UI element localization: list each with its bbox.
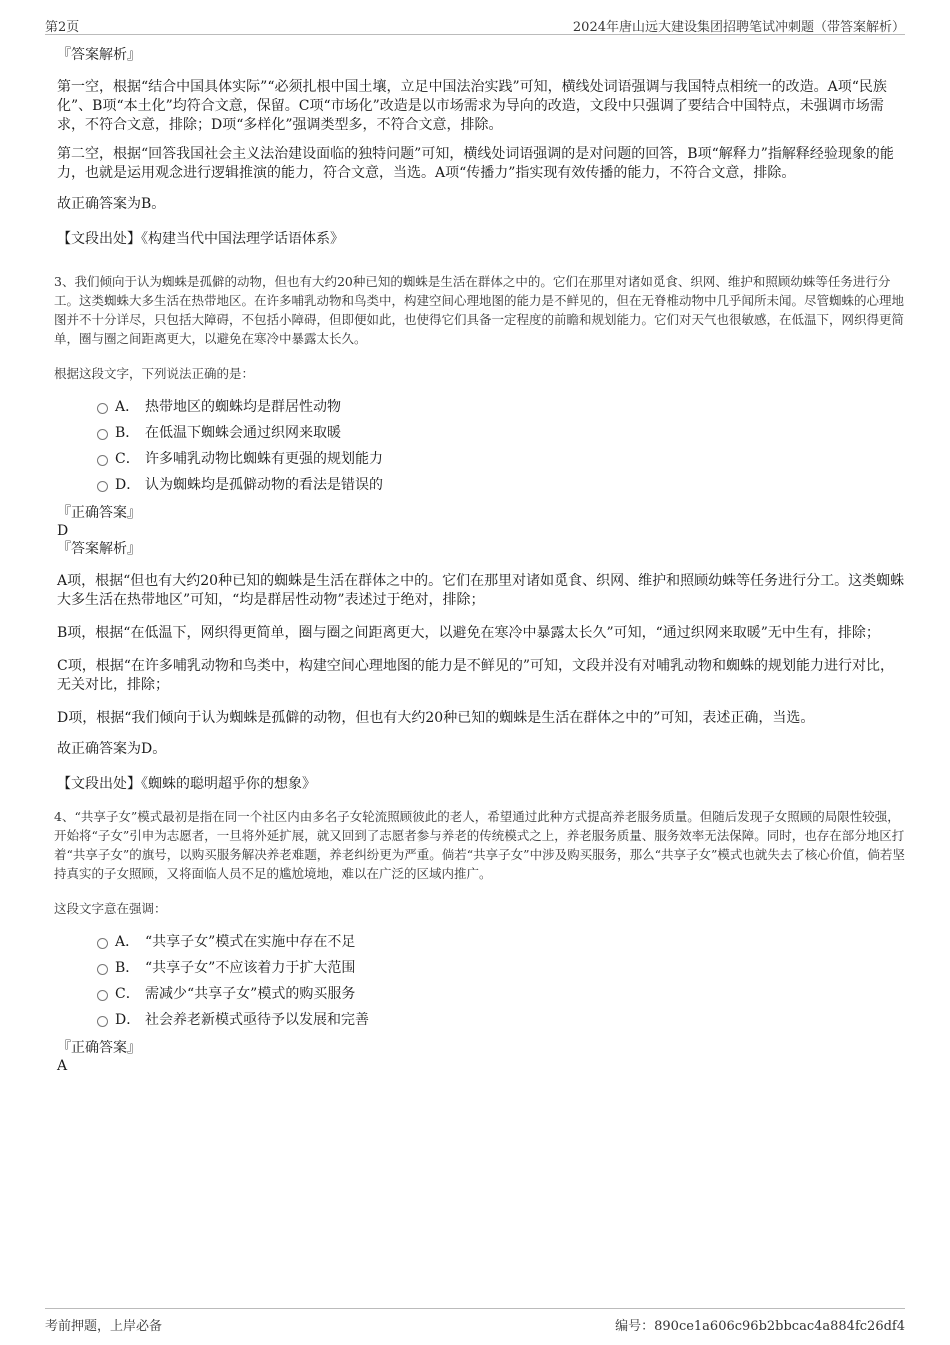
question-4-options — [97, 929, 905, 1033]
question-3-option-a[interactable]: A． 热带地区的蜘蛛均是群居性动物 — [97, 394, 905, 420]
radio-icon[interactable] — [97, 481, 108, 492]
page-footer — [45, 1308, 905, 1334]
analysis-paragraph: A项，根据“但也有大约20种已知的蜘蛛是生活在群体之中的。它们在那里对诸如觅食、织网、维护和照顾幼蛛等任务进行分工。这类蜘蛛大多生活在热带地区”可知，“均是群居性动物”表述过于绝对，排除； — [57, 573, 905, 608]
page-content — [54, 46, 905, 1075]
question-3-option-c[interactable]: C． 许多哺乳动物比蜘蛛有更强的规划能力 — [97, 446, 905, 472]
question-3-option-b[interactable]: B． 在低温下蜘蛛会通过织网来取暖 — [97, 420, 905, 446]
radio-icon[interactable] — [97, 403, 108, 414]
correct-answer-label: 『正确答案』 — [57, 505, 141, 521]
analysis-paragraph: B项，根据“在低温下，网织得更简单，圈与圈之间距离更大，以避免在寒冷中暴露太长久”可知，“通过织网来取暖”无中生有，排除； — [57, 625, 880, 641]
question-4-option-c[interactable]: C． 需减少“共享子女”模式的购买服务 — [97, 981, 905, 1007]
analysis-paragraph: C项，根据“在许多哺乳动物和鸟类中，构建空间心理地图的能力是不鲜见的”可知，文段并没有对哺乳动物和蜘蛛的规划能力进行对比，无关对比，排除； — [57, 658, 895, 693]
radio-icon[interactable] — [97, 990, 108, 1001]
document-title: 2024年唐山远大建设集团招聘笔试冲刺题（带答案解析） — [572, 20, 905, 35]
passage-source: 【文段出处】《构建当代中国法理学话语体系》 — [57, 231, 344, 247]
page-header — [45, 14, 905, 35]
radio-icon[interactable] — [97, 964, 108, 975]
correct-answer: D — [57, 523, 69, 539]
footer-slogan: 考前押题，上岸必备 — [45, 1319, 163, 1334]
passage-source: 【文段出处】《蜘蛛的聪明超乎你的想象》 — [57, 776, 316, 792]
question-4-stem: 4、“共享子女”模式最初是指在同一个社区内由多名子女轮流照顾彼此的老人，希望通过此种方式提高养老服务质量。但随后发现子女照顾的局限性较强，开始将“子女”引申为志愿者，一旦将外延扩展，就又回到了志愿者参与养老的传统模式之上，养老服务质量、服务效率无法保障。同时，也存在部分地区打着“共享子女”的旗号，以购买服务解决养老难题，养老纠纷更为严重。倘若“共享子女”中涉及购买服务，那么“共享子女”模式也就失去了核心价值，倘若坚持真实的子女照顾，又将面临人员不足的尴尬境地，难以在广泛的区域内推广。 — [54, 809, 905, 881]
page-number: 第2页 — [45, 20, 80, 35]
question-3-stem: 3、我们倾向于认为蜘蛛是孤僻的动物，但也有大约20种已知的蜘蛛是生活在群体之中的。它们在那里对诸如觅食、织网、维护和照顾幼蛛等任务进行分工。这类蜘蛛大多生活在热带地区。在许多哺乳动物和鸟类中，构建空间心理地图的能力是不鲜见的，但在无脊椎动物中几乎闻所未闻。尽管蜘蛛的心理地图并不十分详尽，只包括大障碍，不包括小障碍，但即便如此，也使得它们具备一定程度的前瞻和规划能力。它们对天气也很敏感，在低温下，网织得更简单，圈与圈之间距离更大，以避免在寒冷中暴露太长久。 — [54, 274, 905, 346]
radio-icon[interactable] — [97, 1016, 108, 1027]
question-4-prompt: 这段文字意在强调： — [54, 901, 167, 916]
analysis-conclusion: 故正确答案为B。 — [57, 196, 166, 212]
analysis-paragraph: D项，根据“我们倾向于认为蜘蛛是孤僻的动物，但也有大约20种已知的蜘蛛是生活在群体之中的”可知，表述正确，当选。 — [57, 710, 815, 726]
question-3-prompt: 根据这段文字，下列说法正确的是： — [54, 366, 255, 381]
radio-icon[interactable] — [97, 455, 108, 466]
document-code: 编号：890ce1a606c96b2bbcac4a884fc26df4 — [615, 1319, 905, 1334]
question-3-option-d[interactable]: D． 认为蜘蛛均是孤僻动物的看法是错误的 — [97, 472, 905, 498]
radio-icon[interactable] — [97, 429, 108, 440]
analysis-paragraph: 第二空，根据“回答我国社会主义法治建设面临的独特问题”可知，横线处词语强调的是对问题的回答，B项“解释力”指解释经验现象的能力，也就是运用观念进行逻辑推演的能力，符合文意，当选。A项“传播力”指实现有效传播的能力，不符合文意，排除。 — [57, 146, 894, 181]
analysis-conclusion: 故正确答案为D。 — [57, 741, 167, 757]
question-3-options — [97, 394, 905, 498]
correct-answer-label: 『正确答案』 — [57, 1040, 141, 1056]
analysis-paragraph: 第一空，根据“结合中国具体实际”“必须扎根中国土壤，立足中国法治实践”可知，横线处词语强调与我国特点相统一的改造。A项“民族化”、B项“本土化”均符合文意，保留。C项“市场化”改造是以市场需求为导向的改造，文段中只强调了要结合中国特点，未强调市场需求，不符合文意，排除；D项“多样化”强调类型多，不符合文意，排除。 — [57, 79, 887, 133]
radio-icon[interactable] — [97, 938, 108, 949]
question-4-option-b[interactable]: B． “共享子女”不应该着力于扩大范围 — [97, 955, 905, 981]
correct-answer: A — [57, 1058, 68, 1074]
question-4-option-a[interactable]: A． “共享子女”模式在实施中存在不足 — [97, 929, 905, 955]
question-4-option-d[interactable]: D． 社会养老新模式亟待予以发展和完善 — [97, 1007, 905, 1033]
analysis-label: 『答案解析』 — [57, 47, 141, 63]
analysis-label: 『答案解析』 — [57, 541, 141, 557]
